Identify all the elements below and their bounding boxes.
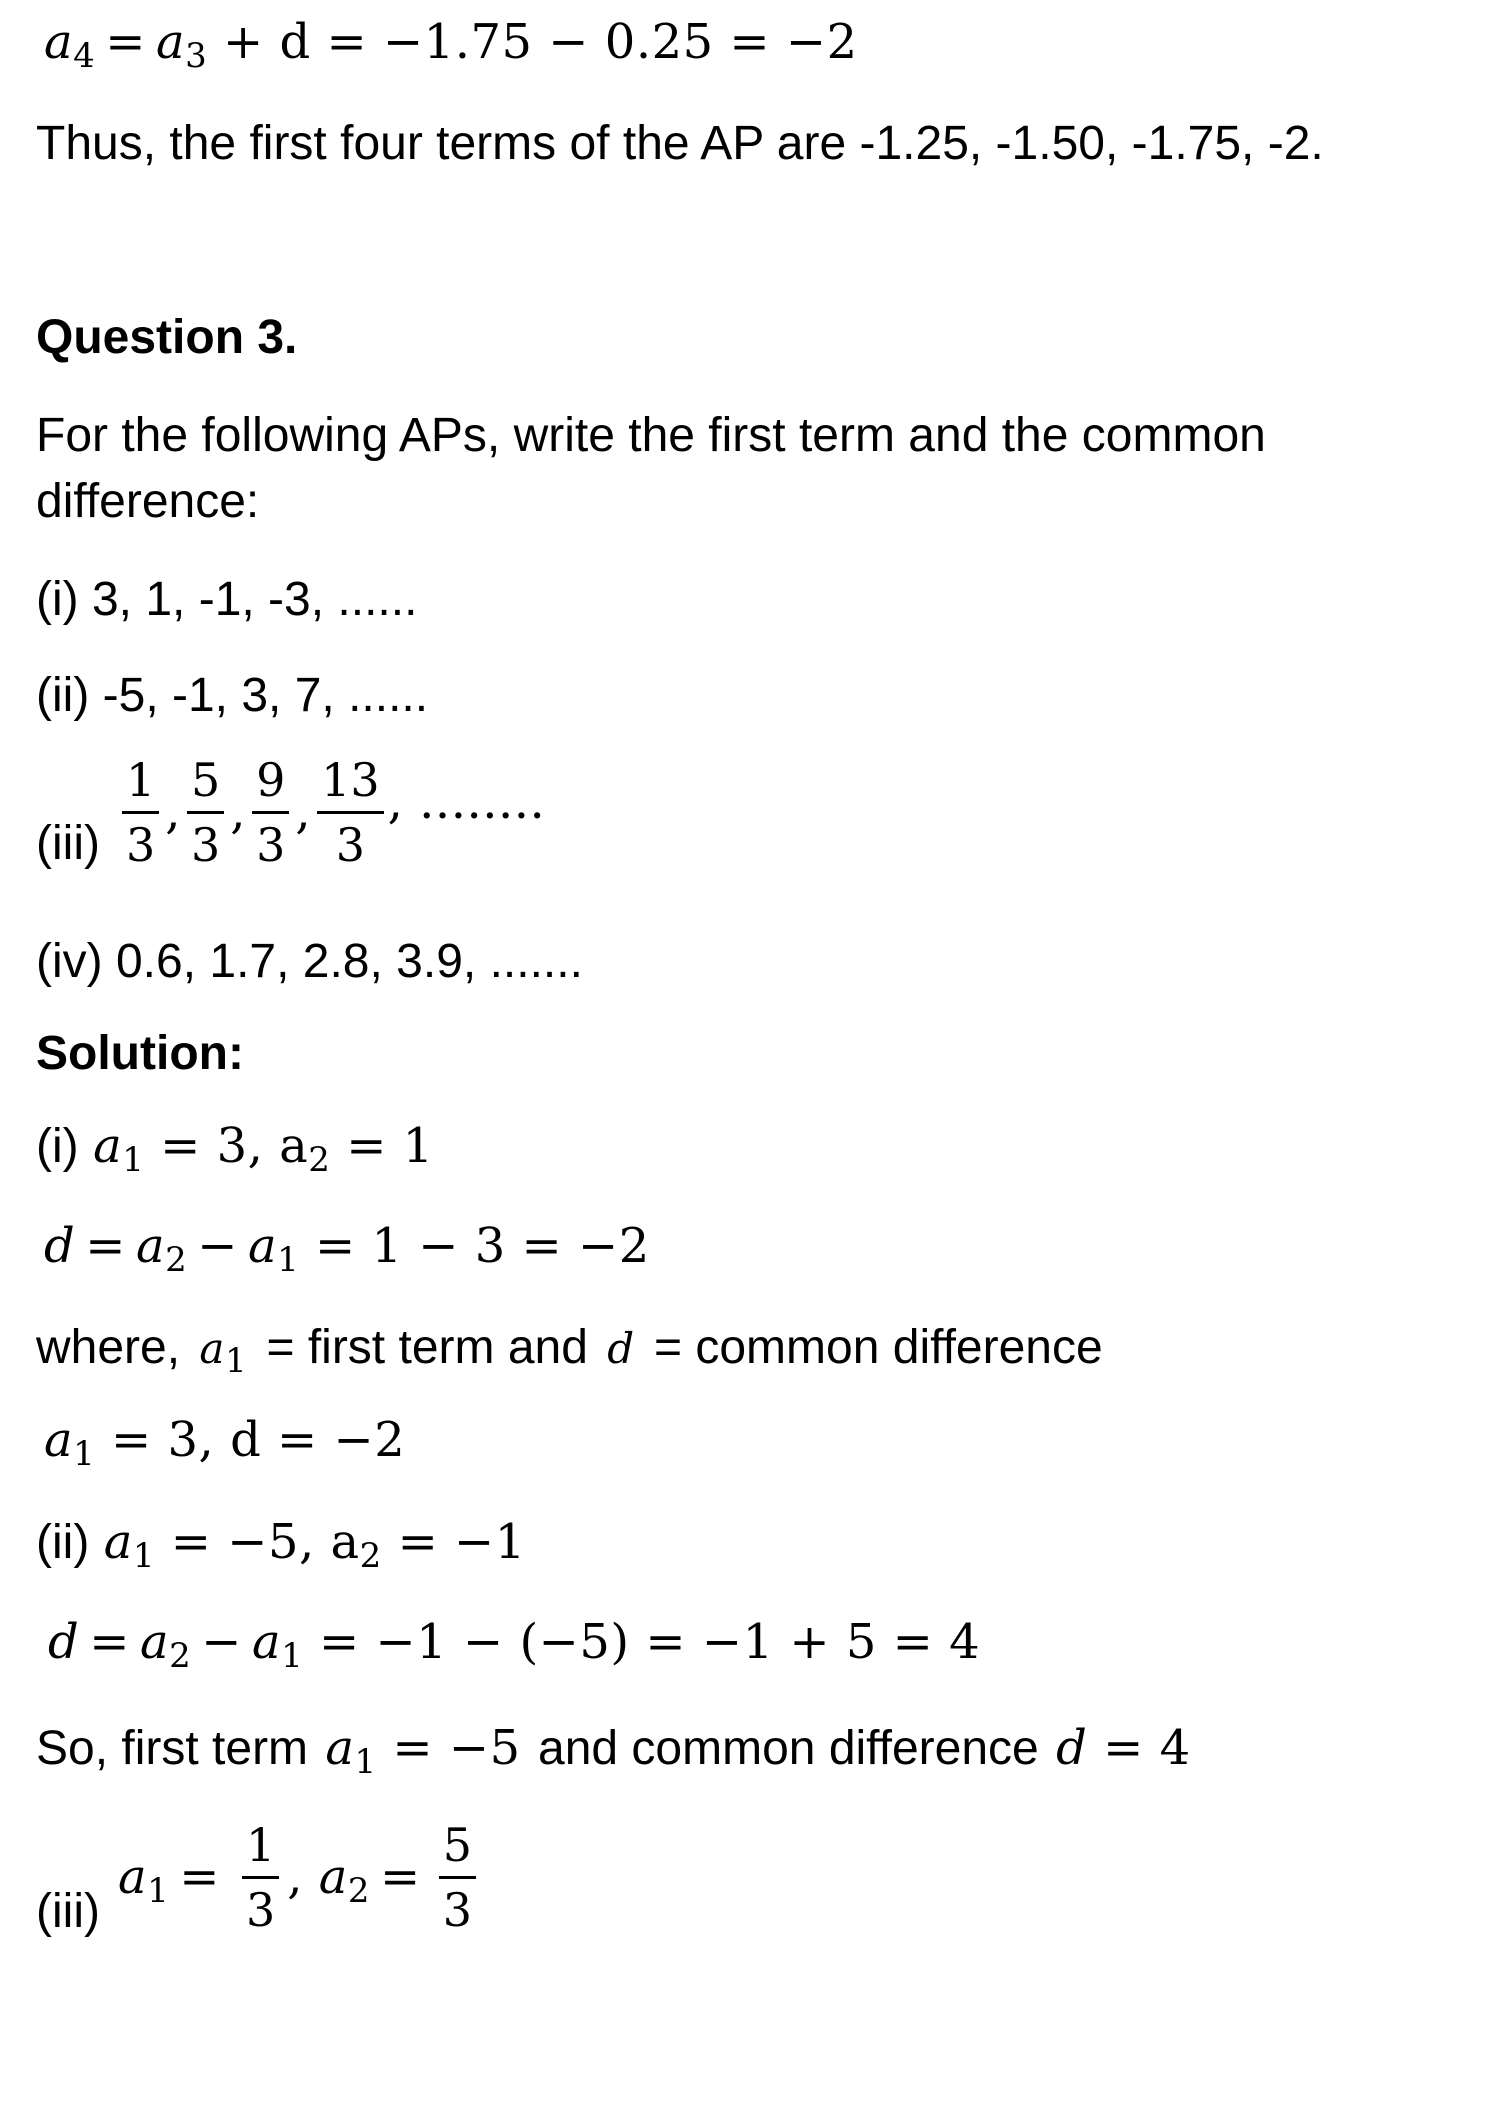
solution-ii-summary: So, first term $a_1 = -5$ and common difference d = 4 <box>36 1720 1191 1782</box>
so-value: = −5 <box>392 1720 521 1776</box>
solution-i-terms-text: = 3, a <box>160 1118 309 1174</box>
solution-iii-a1-fraction <box>242 1817 279 1937</box>
question-heading: Question 3. <box>36 311 298 364</box>
fraction-13-3 <box>317 752 384 872</box>
question-part-i: (i) 3, 1, -1, -3, ...... <box>36 573 418 626</box>
question-part-iii-tail: , ........ <box>387 774 546 830</box>
question-part-iv: (iv) 0.6, 1.7, 2.8, 3.9, ....... <box>36 935 583 988</box>
fraction-numerator: 9 <box>256 752 286 807</box>
fraction-5-3 <box>187 752 224 872</box>
fraction-numerator: 13 <box>321 752 380 807</box>
solution-ii-d: $d = a_2 - a_1 = -1 - (-5) = -1 + 5 = 4$ <box>48 1614 981 1676</box>
so-mid: and common difference <box>538 1722 1039 1775</box>
solution-ii-terms: (ii) $a_1 = -5$, $a_2 = -1$ <box>36 1514 526 1576</box>
fraction-9-3 <box>252 752 289 872</box>
solution-heading: Solution: <box>36 1027 244 1080</box>
solution-ii-d-text: = −1 − (−5) = −1 + 5 = 4 <box>318 1614 981 1670</box>
where-prefix: where, <box>36 1321 181 1374</box>
solution-i-terms-tail: = 1 <box>346 1118 434 1174</box>
fraction-numerator: 5 <box>191 752 221 807</box>
solution-i-d: $d = a_2 - a_1 = 1 - 3 = -2$ <box>44 1218 650 1280</box>
fraction-1-3 <box>122 752 159 872</box>
solution-ii-terms-tail: = −1 <box>397 1514 526 1570</box>
fraction-denominator: 3 <box>191 817 221 872</box>
solution-i-terms: (i) $a_1 = 3$, $a_2 = 1$ <box>36 1118 434 1180</box>
solution-ii-terms-text: = −5, a <box>170 1514 360 1570</box>
so-tail: = 4 <box>1103 1720 1191 1776</box>
question-prompt-line2: difference: <box>36 475 260 528</box>
where-mid: = first term and <box>266 1321 588 1374</box>
fraction-denominator: 3 <box>335 817 366 872</box>
solution-iii-label: (iii) <box>36 1885 100 1938</box>
fraction-numerator: 1 <box>125 752 156 807</box>
solution-ii-label: (ii) <box>36 1516 90 1569</box>
fraction-denominator: 3 <box>442 1882 473 1937</box>
solution-iii-terms: (iii) $a_1$ = $\frac{1}{3}$ , $a_2$ = $\frac{5}{3}$ <box>36 1818 476 1936</box>
solution-iii-a2-fraction <box>439 1817 476 1937</box>
conclusion-text: Thus, the first four terms of the AP are -1.25, -1.50, -1.75, -2. <box>36 117 1324 170</box>
solution-i-label: (i) <box>36 1120 79 1173</box>
fraction-denominator: 3 <box>125 817 156 872</box>
question-part-iii: (iii) $\frac{1}{3}$ , $\frac{5}{3}$ , $\frac{9}{3}$ , $\frac{13}{3}$ , ........ <box>36 752 546 872</box>
question-part-iii-label: (iii) <box>36 817 100 870</box>
fraction-denominator: 3 <box>256 817 286 872</box>
question-part-ii: (ii) -5, -1, 3, 7, ...... <box>36 669 429 722</box>
solution-i-result-text: = 3, d = −2 <box>111 1412 406 1468</box>
equation-a4: $a_4 = a_3 + d = -1.75 - 0.25 = -2$ <box>44 14 858 76</box>
solution-i-d-text: = 1 − 3 = −2 <box>314 1218 650 1274</box>
fraction-numerator: 1 <box>245 1817 276 1872</box>
so-prefix: So, first term <box>36 1722 309 1775</box>
solution-i-where: where, $a_1$ = first term and d = common difference <box>36 1321 1103 1381</box>
question-prompt-line1: For the following APs, write the first term and the common <box>36 409 1266 462</box>
solution-i-result: $a_1 = 3$, d = −2 <box>44 1412 406 1474</box>
where-tail: = common difference <box>653 1321 1103 1374</box>
fraction-denominator: 3 <box>245 1882 276 1937</box>
fraction-numerator: 5 <box>442 1817 473 1872</box>
equation-a4-rest: + d = −1.75 − 0.25 = −2 <box>223 14 858 70</box>
